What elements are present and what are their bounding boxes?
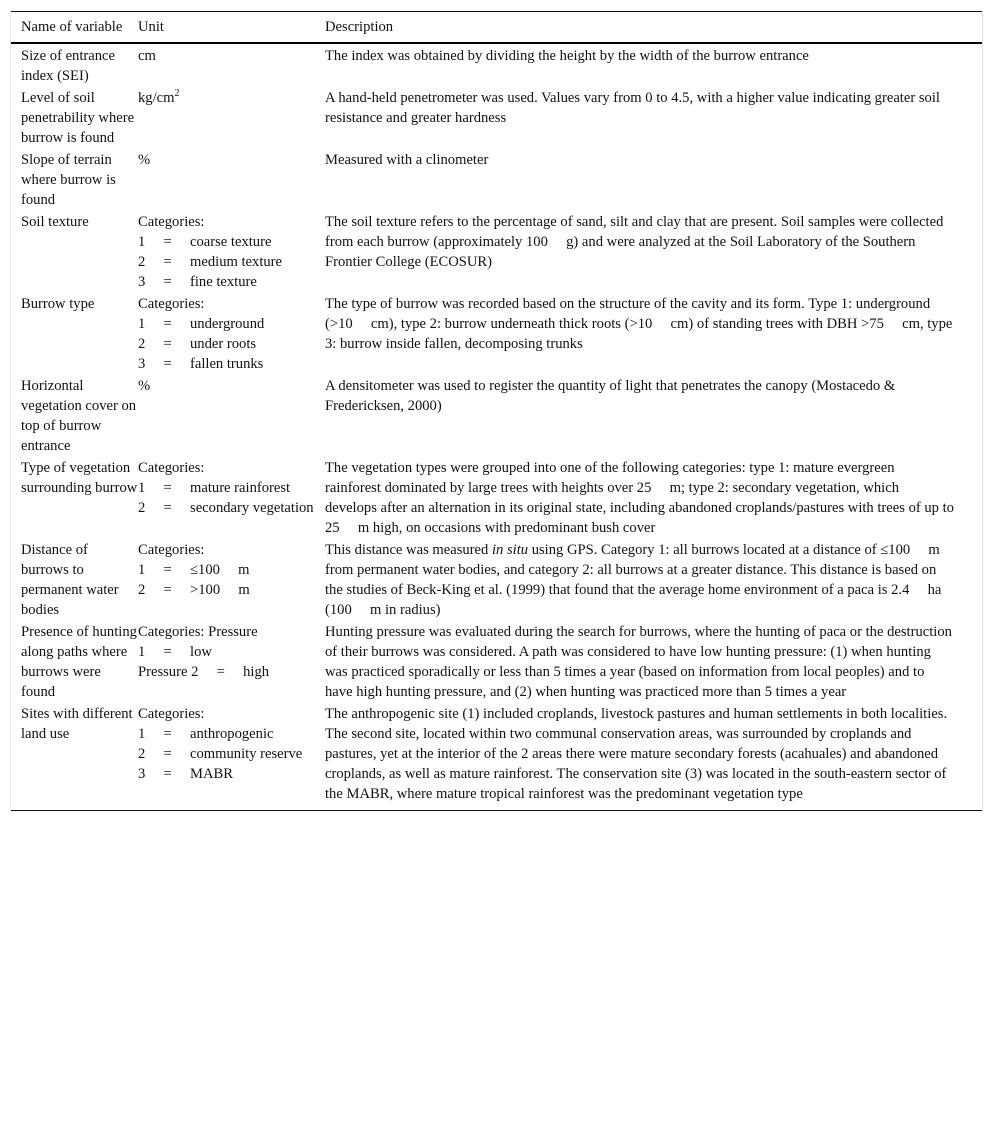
variable-unit-categories [138,538,325,620]
variable-name: Soil texture [21,214,89,230]
table-row [11,210,982,292]
category-line: 2 = >100 m [138,582,250,598]
variable-description: The type of burrow was recorded based on the structure of the cavity and its form. Type 1: underground (>10 cm), type 2: burrow underneath thick roots (>10 cm) of standing trees with DBH >75 cm, type 3: burrow inside fallen, decomposing trunks [325,296,953,352]
description-text: This distance was measured [325,542,492,558]
variables-table-container [10,11,983,811]
variable-description: A densitometer was used to register the quantity of light that penetrates the canopy (Mostacedo & Fredericksen, 2000) [325,378,896,414]
category-line: Categories: [138,214,205,230]
variable-description: A hand-held penetrometer was used. Values vary from 0 to 4.5, with a higher value indicating greater soil resistance and greater hardness [325,90,940,126]
variable-name: Presence of hunting along paths where burrows were found [21,624,137,700]
variable-unit-categories [138,456,325,538]
variable-unit: % [138,152,151,168]
variable-unit-categories [138,210,325,292]
header-unit: Unit [138,19,164,35]
category-line: 1 = coarse texture [138,234,272,250]
unit-superscript: 2 [174,88,180,99]
variable-description: The anthropogenic site (1) included croplands, livestock pastures and human settlements in both localities. The second site, located within two communal conservation areas, was surrounded by croplands and pastures, yet at the interior of the 2 areas there were mature secondary forests (acahuales) and abandoned croplands, as well as mature rainforest. The conservation site (3) was located in the south-eastern sector of the MABR, where mature tropical rainforest was the predominant vegetation type [325,706,948,802]
category-line: 1 = low [138,644,212,660]
variable-description: Measured with a clinometer [325,152,489,168]
category-line: Categories: [138,706,205,722]
table-row [11,374,982,456]
variable-unit: % [138,378,151,394]
variable-unit-categories [138,702,325,811]
category-line: 2 = secondary vegetation [138,500,314,516]
variable-name: Level of soil penetrability where burrow is found [21,90,135,146]
category-line: Pressure 2 = high [138,664,270,680]
description-text: using GPS. Category 1: all burrows located at a distance of ≤100 m from permanent water bodies, and category 2: all burrows at a greater distance. This distance is based on the studies of Beck-King et al. (1999) that found that the average home environment of a paca is 2.4 ha (100 m in radius) [325,542,942,618]
category-line: Categories: Pressure [138,624,258,640]
variable-description [325,538,982,620]
variable-description: Hunting pressure was evaluated during the search for burrows, where the hunting of paca or the destruction of their burrows was considered. A path was considered to have low hunting pressure: (1) when hunting was practiced sporadically or less than 5 times a year (based on information from local peoples) and to have high hunting pressure, and (2) when hunting was practiced more than 5 times a year [325,624,952,700]
category-line: 1 = anthropogenic [138,726,274,742]
variables-table [11,11,982,811]
category-line: 1 = ≤100 m [138,562,250,578]
header-name-of-variable: Name of variable [21,19,123,35]
variable-name: Sites with different land use [21,706,133,742]
category-line: 3 = fallen trunks [138,356,264,372]
table-row [11,538,982,620]
variable-name: Slope of terrain where burrow is found [21,152,116,208]
table-row [11,456,982,538]
variable-description: The index was obtained by dividing the height by the width of the burrow entrance [325,48,809,64]
category-line: 1 = underground [138,316,265,332]
table-row [11,86,982,148]
table-row [11,292,982,374]
table-row [11,43,982,86]
variable-unit: cm [138,48,156,64]
category-line: 2 = medium texture [138,254,283,270]
variable-name: Size of entrance index (SEI) [21,48,115,84]
variable-name: Type of vegetation surrounding burrow [21,460,138,496]
variable-unit [138,86,325,148]
variable-description: The soil texture refers to the percentage of sand, silt and clay that are present. Soil samples were collected from each burrow (approximately 100 g) and were analyzed at the Soil Laboratory of the Southern Frontier College (ECOSUR) [325,214,944,270]
header-description: Description [325,19,394,35]
variable-unit-categories [138,620,325,702]
category-line: Categories: [138,460,205,476]
category-line: 1 = mature rainforest [138,480,291,496]
variable-name: Burrow type [21,296,95,312]
variable-description: The vegetation types were grouped into one of the following categories: type 1: mature evergreen rainforest dominated by large trees with heights over 25 m; type 2: secondary vegetation, which develops after an alternation in its original state, including abandoned croplands/pastures with trees of up to 25 m high, on occasions with predominant bush cover [325,460,954,536]
table-row [11,148,982,210]
variable-unit-categories [138,292,325,374]
category-line: 3 = fine texture [138,274,257,290]
table-row [11,620,982,702]
description-italic-term: in situ [491,542,529,558]
table-body [11,43,982,811]
table-row [11,702,982,811]
category-line: 2 = under roots [138,336,257,352]
category-line: Categories: [138,296,205,312]
variable-name: Horizontal vegetation cover on top of burrow entrance [21,378,137,454]
variable-name: Distance of burrows to permanent water bodies [21,542,119,618]
header-row [11,12,982,44]
category-line: 3 = MABR [138,766,233,782]
category-line: Categories: [138,542,205,558]
category-line: 2 = community reserve [138,746,303,762]
table-header [11,12,982,44]
unit-base: kg/cm [138,90,175,106]
